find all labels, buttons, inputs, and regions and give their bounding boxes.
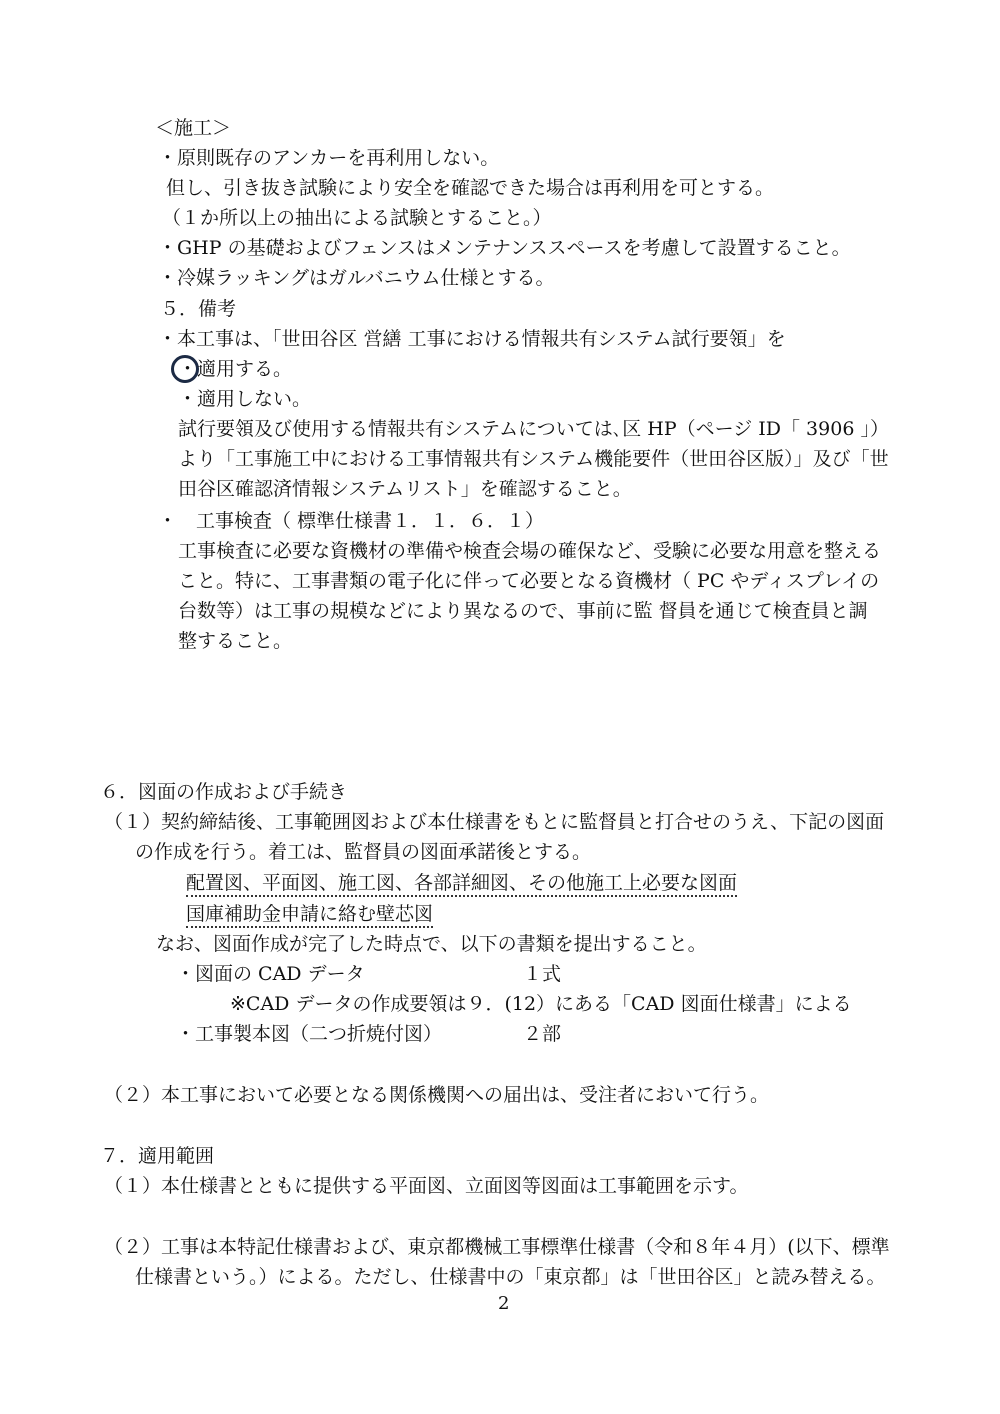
notes-heading: ５．備考	[160, 298, 237, 320]
drawing-list-1	[186, 868, 737, 898]
construction-heading: ＜施工＞	[155, 117, 232, 139]
section-6-heading: ６．図面の作成および手続き	[100, 781, 348, 803]
submission-cad-label: ・図面の CAD データ	[176, 963, 365, 985]
construction-item-refrigerant: ・冷媒ラッキングはガルバニウム仕様とする。	[158, 267, 555, 289]
section-6-item-2: （２）本工事において必要となる関係機関への届出は、受注者において行う。	[104, 1084, 770, 1106]
submission-cad-qty: １式	[523, 963, 562, 985]
notes-info-detail-2: より「工事施工中における工事情報共有システム機能要件（世田谷区版）」及び「世	[178, 448, 889, 470]
construction-item-anchor: ・原則既存のアンカーを再利用しない。	[158, 147, 500, 169]
notes-inspection-4: 整すること。	[178, 630, 293, 652]
submission-print-qty: ２部	[523, 1023, 562, 1045]
construction-item-anchor-exception: 但し、引き抜き試験により安全を確認できた場合は再利用を可とする。	[166, 177, 775, 199]
section-6-item-1a: （１）契約締結後、工事範囲図および本仕様書をもとに監督員と打合せのうえ、下記の図面	[104, 811, 885, 833]
notes-option-not-apply: ・適用しない。	[178, 388, 312, 410]
section-7-item-1: （１）本仕様書とともに提供する平面図、立面図等図面は工事範囲を示す。	[104, 1175, 749, 1197]
construction-item-anchor-test: （１か所以上の抽出による試験とすること。）	[162, 207, 552, 229]
section-6-item-1b: の作成を行う。着工は、監督員の図面承諾後とする。	[135, 841, 592, 863]
submission-cad-note: ※CAD データの作成要領は９．(12）にある「CAD 図面仕様書」による	[230, 993, 852, 1015]
drawing-list-2-text: 国庫補助金申請に絡む壁芯図	[186, 903, 433, 928]
notes-option-apply: ・適用する。	[178, 358, 293, 380]
notes-inspection-heading: ・ 工事検査（ 標準仕様書１．１．６．１）	[158, 510, 545, 532]
section-7-heading: ７．適用範囲	[100, 1145, 215, 1167]
notes-inspection-2: こと。特に、工事書類の電子化に伴って必要となる資機材（ PC やディスプレイの	[178, 570, 880, 592]
notes-info-detail-3: 田谷区確認済情報システムリスト」を確認すること。	[178, 478, 632, 500]
section-6-note: なお、図面作成が完了した時点で、以下の書類を提出すること。	[156, 933, 707, 955]
notes-inspection-3: 台数等）は工事の規模などにより異なるので、事前に監 督員を通じて検査員と調	[178, 600, 868, 622]
drawing-list-1-text: 配置図、平面図、施工図、各部詳細図、その他施工上必要な図面	[186, 872, 737, 897]
construction-item-ghp: ・GHP の基礎およびフェンスはメンテナンススペースを考慮して設置すること。	[158, 237, 851, 259]
notes-info-detail-1: 試行要領及び使用する情報共有システムについては､区 HP（ページ ID「 3906 」）	[178, 418, 889, 440]
drawing-list-2	[186, 899, 433, 929]
section-7-item-2b: 仕様書という。）による。ただし、仕様書中の「東京都」は「世田谷区」と読み替える。	[135, 1266, 886, 1288]
submission-print-label: ・工事製本図（二つ折焼付図）	[176, 1023, 443, 1045]
notes-inspection-1: 工事検査に必要な資機材の準備や検査会場の確保など、受験に必要な用意を整える	[178, 540, 882, 562]
page-number: 2	[498, 1293, 510, 1314]
section-7-item-2a: （２）工事は本特記仕様書および、東京都機械工事標準仕様書（令和８年４月）(以下、標準	[104, 1236, 890, 1258]
notes-info-sharing: ・本工事は、「世田谷区 営繕 工事における情報共有システム試行要領」を	[158, 328, 786, 350]
